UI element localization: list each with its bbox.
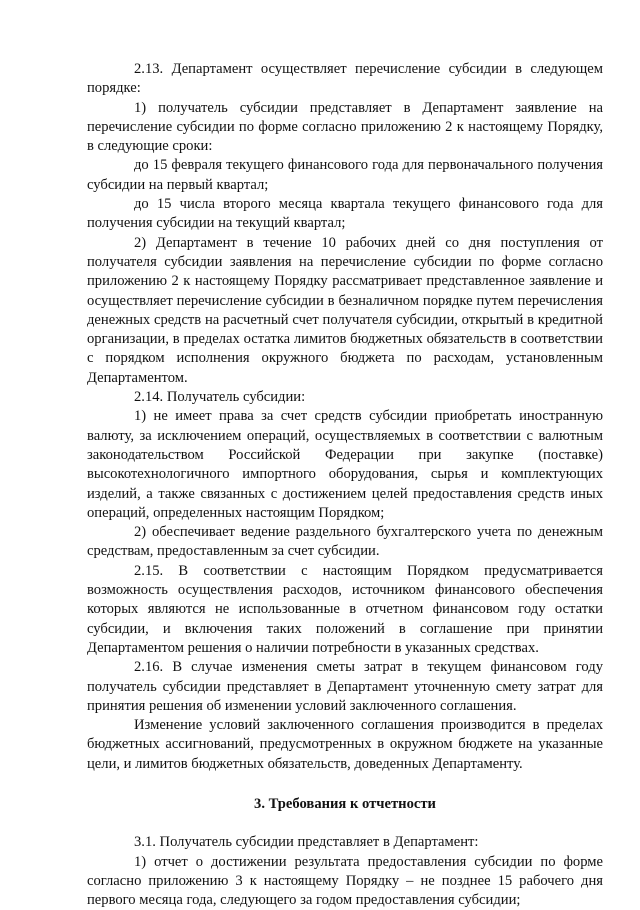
paragraph-agreement-change: Изменение условий заключенного соглашения производится в пределах бюджетных ассигнований, предусмотренных в окружном бюджете на указанные цели, и лимитов бюджетных обязательств, доведенных Департаменту. bbox=[87, 717, 603, 772]
paragraph-2-16: 2.16. В случае изменения сметы затрат в текущем финансовом году получатель субсидии представляет в Департамент уточненную смету затрат для принятия решения об изменении условий заключенного соглашения. bbox=[87, 659, 603, 714]
paragraph-2-14: 2.14. Получатель субсидии: bbox=[134, 389, 306, 406]
paragraph-2-14-item-1: 1) не имеет права за счет средств субсидии приобретать иностранную валюту, за исключением операций, осуществляемых в соответствии с валютным законодательством Российской Федерации при закупке (поставке) высокотехнологичного импортного оборудования, сырья и комплектующих изделий, а также связанных с достижением целей предоставления средств иных операций, определенных настоящим Порядком; bbox=[87, 408, 603, 521]
section-heading-reporting: 3. Требования к отчетности bbox=[254, 795, 436, 812]
paragraph-2-13-item-2: 2) Департамент в течение 10 рабочих дней со дня поступления от получателя субсидии заявления на перечисление субсидии по форме согласно приложению 2 к настоящему Порядку рассматривает представленное заявление и осуществляет перечисление субсидии в безналичном порядке путем перечисления денежных средств на расчетный счет получателя субсидии, открытый в кредитной организации, в пределах остатка лимитов бюджетных обязательств в соответствии с порядком исполнения окружного бюджета по расходам, установленным Департаментом. bbox=[87, 234, 603, 386]
paragraph-2-14-item-2: 2) обеспечивает ведение раздельного бухгалтерского учета по денежным средствам, предоставленным за счет субсидии. bbox=[87, 524, 603, 560]
paragraph-3-1-item-1: 1) отчет о достижении результата предоставления субсидии по форме согласно приложению 3 к настоящему Порядку – не позднее 15 рабочего дня первого месяца года, следующего за годом предоставления субсидии; bbox=[87, 853, 603, 909]
paragraph-deadline-first-quarter: до 15 февраля текущего финансового года для первоначального получения субсидии на первый квартал; bbox=[87, 157, 603, 193]
paragraph-2-13-item-1: 1) получатель субсидии представляет в Департамент заявление на перечисление субсидии по форме согласно приложению 2 к настоящему Порядку, в следующие сроки: bbox=[87, 99, 603, 155]
paragraph-deadline-current-quarter: до 15 числа второго месяца квартала текущего финансового года для получения субсидии на текущий квартал; bbox=[87, 196, 603, 232]
document-page bbox=[87, 60, 603, 910]
paragraph-2-13: 2.13. Департамент осуществляет перечисление субсидии в следующем порядке: bbox=[87, 61, 603, 97]
paragraph-2-15: 2.15. В соответствии с настоящим Порядком предусматривается возможность осуществления расходов, источником финансового обеспечения которых являются не использованные в отчетном финансовом году остатки субсидии, и включения таких положений в соглашение при принятии Департаментом решения о наличии потребности в указанных средствах. bbox=[87, 562, 603, 656]
paragraph-3-1: 3.1. Получатель субсидии представляет в Департамент: bbox=[134, 834, 479, 851]
